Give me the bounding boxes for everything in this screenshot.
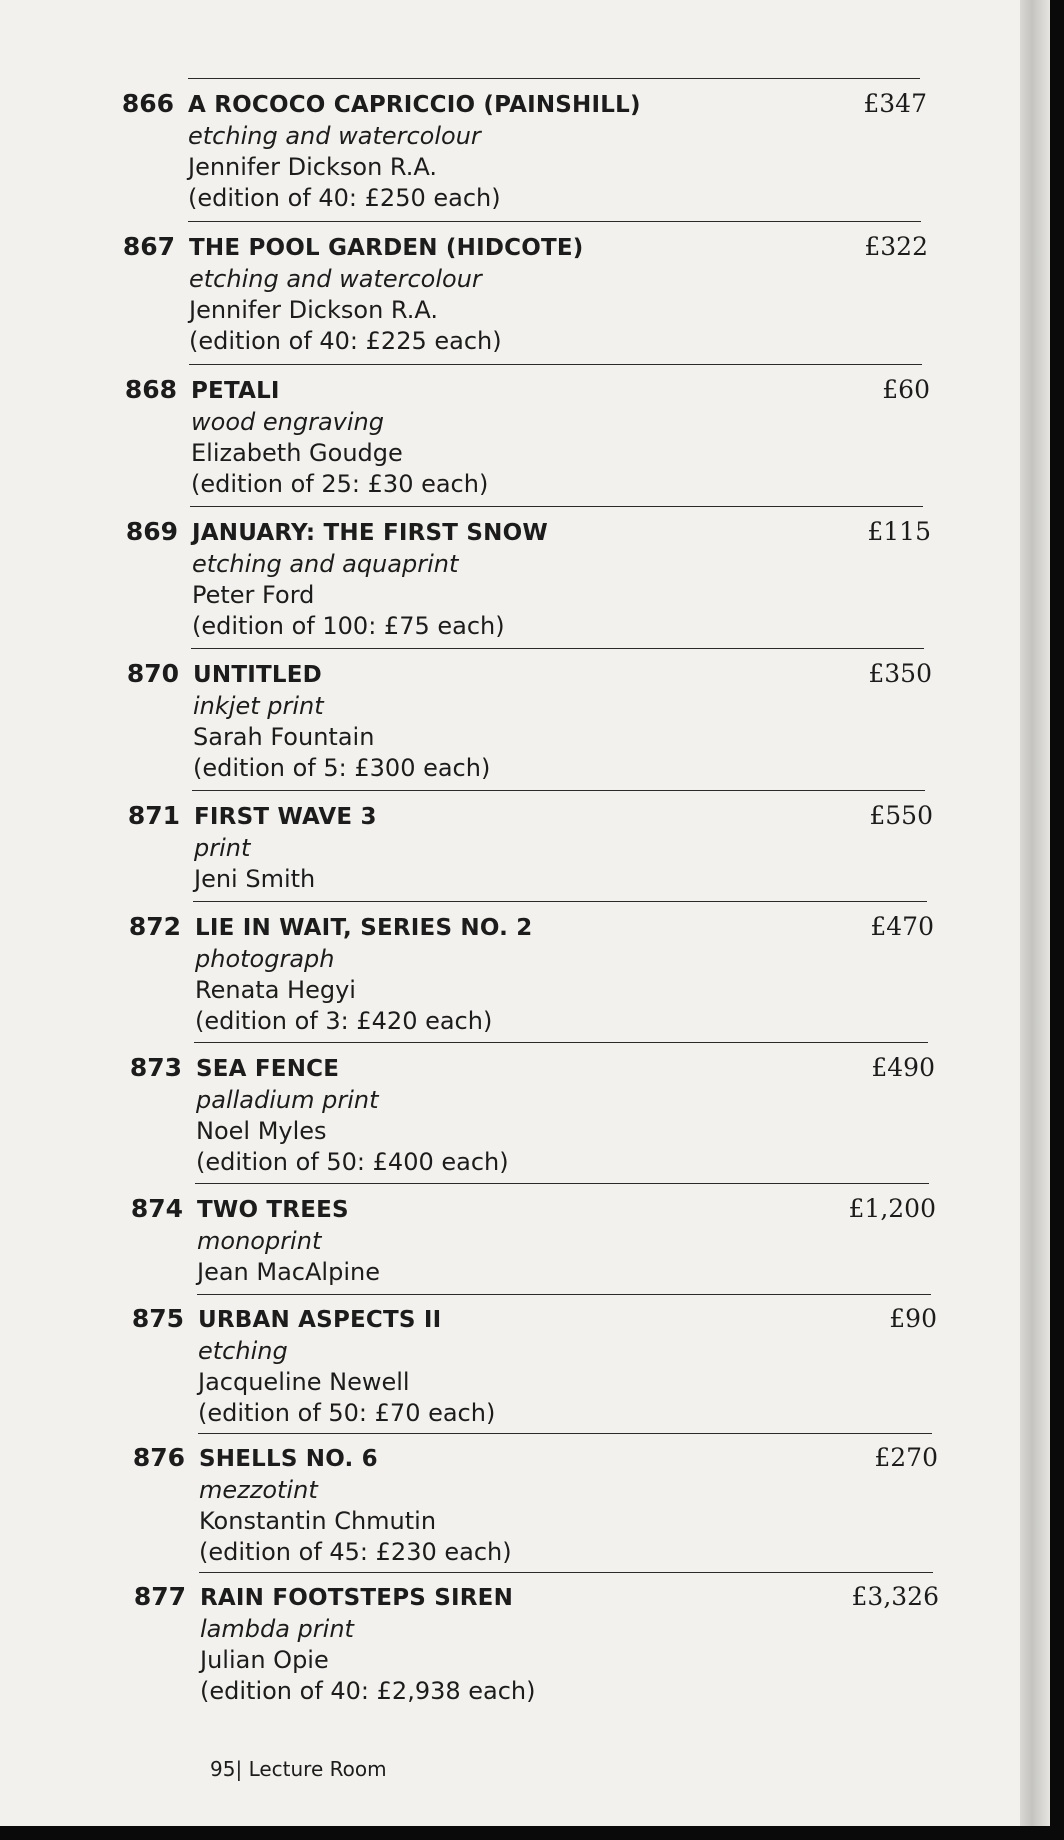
edition-info: (edition of 40: £250 each) <box>188 184 501 212</box>
entry-rule <box>194 1042 928 1043</box>
artwork-medium: lambda print <box>200 1615 354 1643</box>
artwork-title: A ROCOCO CAPRICCIO (PAINSHILL) <box>188 92 641 118</box>
lot-number: 871 <box>127 801 180 830</box>
entry-rule <box>197 1294 931 1295</box>
entry-rule <box>189 364 922 365</box>
edition-info: (edition of 50: £70 each) <box>198 1399 496 1427</box>
artwork-price: £347 <box>863 89 927 118</box>
artwork-medium: monoprint <box>197 1227 322 1255</box>
lot-number: 868 <box>124 375 177 404</box>
artist-name: Julian Opie <box>200 1646 329 1674</box>
artist-name: Jennifer Dickson R.A. <box>188 153 437 181</box>
page-number: 95 <box>210 1757 236 1781</box>
page-footer <box>210 1757 387 1781</box>
lot-number: 867 <box>122 232 175 261</box>
artist-name: Konstantin Chmutin <box>199 1507 437 1535</box>
lot-number: 876 <box>132 1443 185 1472</box>
footer-separator: | <box>235 1757 243 1781</box>
artwork-title: URBAN ASPECTS II <box>198 1307 442 1333</box>
artist-name: Jennifer Dickson R.A. <box>189 296 438 324</box>
artwork-title: JANUARY: THE FIRST SNOW <box>192 520 548 546</box>
artwork-price: £60 <box>882 375 930 404</box>
artwork-medium: etching and watercolour <box>189 265 482 293</box>
entry-rule <box>188 221 921 222</box>
artwork-medium: etching and aquaprint <box>192 550 459 578</box>
entry-rule <box>188 78 920 79</box>
artist-name: Elizabeth Goudge <box>191 439 403 467</box>
lot-number: 866 <box>121 89 174 118</box>
artwork-price: £1,200 <box>848 1194 936 1223</box>
artwork-medium: print <box>194 834 251 862</box>
lot-number: 872 <box>128 912 181 941</box>
lot-number: 877 <box>133 1582 186 1611</box>
artist-name: Renata Hegyi <box>195 976 356 1004</box>
edition-info: (edition of 100: £75 each) <box>192 612 505 640</box>
entry-rule <box>193 901 927 902</box>
entry-rule <box>191 648 924 649</box>
artist-name: Noel Myles <box>196 1117 327 1145</box>
entry-rule <box>198 1433 932 1434</box>
section-name: Lecture Room <box>248 1757 387 1781</box>
artwork-medium: wood engraving <box>191 408 384 436</box>
lot-number: 870 <box>126 659 179 688</box>
artwork-price: £322 <box>864 232 928 261</box>
lot-number: 869 <box>125 517 178 546</box>
edition-info: (edition of 50: £400 each) <box>196 1148 509 1176</box>
edition-info: (edition of 25: £30 each) <box>191 470 489 498</box>
entry-rule <box>195 1183 929 1184</box>
artwork-price: £550 <box>869 801 933 830</box>
edition-info: (edition of 3: £420 each) <box>195 1007 493 1035</box>
artwork-title: PETALI <box>191 378 280 404</box>
edition-info: (edition of 40: £2,938 each) <box>200 1677 536 1705</box>
artwork-price: £490 <box>871 1053 935 1082</box>
edition-info: (edition of 45: £230 each) <box>199 1538 512 1566</box>
page-edge <box>1020 0 1050 1826</box>
lot-number: 873 <box>129 1053 182 1082</box>
artwork-medium: palladium print <box>196 1086 379 1114</box>
artwork-medium: inkjet print <box>193 692 324 720</box>
artwork-title: SEA FENCE <box>196 1056 340 1082</box>
entry-rule <box>199 1572 933 1573</box>
artwork-price: £350 <box>868 659 932 688</box>
artwork-title: THE POOL GARDEN (HIDCOTE) <box>189 235 584 261</box>
artwork-medium: etching and watercolour <box>188 122 481 150</box>
artwork-medium: etching <box>198 1337 288 1365</box>
artwork-price: £115 <box>867 517 931 546</box>
edition-info: (edition of 40: £225 each) <box>189 327 502 355</box>
lot-number: 874 <box>130 1194 183 1223</box>
artwork-title: SHELLS NO. 6 <box>199 1446 378 1472</box>
artwork-medium: mezzotint <box>199 1476 318 1504</box>
artwork-title: RAIN FOOTSTEPS SIREN <box>200 1585 514 1611</box>
artwork-price: £3,326 <box>851 1582 939 1611</box>
artwork-title: UNTITLED <box>193 662 322 688</box>
artwork-title: TWO TREES <box>197 1197 349 1223</box>
artist-name: Jean MacAlpine <box>197 1258 380 1286</box>
artwork-title: LIE IN WAIT, SERIES NO. 2 <box>195 915 533 941</box>
artist-name: Peter Ford <box>192 581 315 609</box>
artist-name: Jacqueline Newell <box>198 1368 410 1396</box>
entry-rule <box>190 506 923 507</box>
edition-info: (edition of 5: £300 each) <box>193 754 491 782</box>
artist-name: Sarah Fountain <box>193 723 375 751</box>
artwork-price: £90 <box>889 1304 937 1333</box>
entry-rule <box>192 790 925 791</box>
artwork-price: £470 <box>870 912 934 941</box>
artist-name: Jeni Smith <box>194 865 316 893</box>
artwork-price: £270 <box>874 1443 938 1472</box>
lot-number: 875 <box>131 1304 184 1333</box>
artwork-title: FIRST WAVE 3 <box>194 804 377 830</box>
artwork-medium: photograph <box>195 945 335 973</box>
